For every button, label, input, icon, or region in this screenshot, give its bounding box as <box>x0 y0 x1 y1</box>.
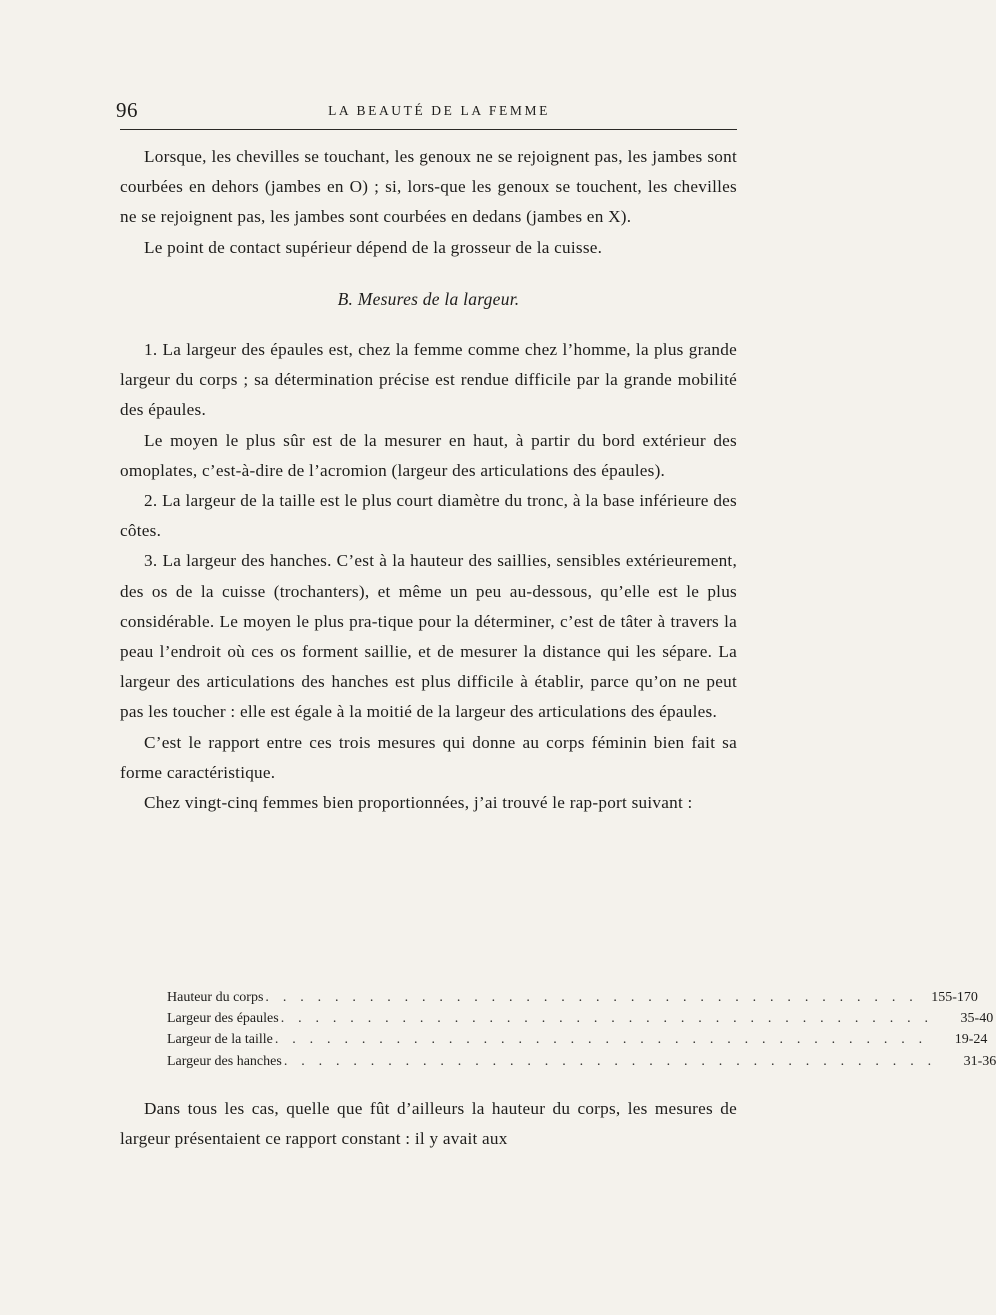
body-text <box>120 142 737 818</box>
row-label: Largeur de la taille <box>167 1032 273 1048</box>
paragraph-knees: Lorsque, les chevilles se touchant, les genoux ne se rejoignent pas, les jambes sont courbées en dehors (jambes en O) ; si, lors-que les genoux se touchent, les chevilles ne se rejoignent pas, les jambes sont courbées en dedans (jambes en X). <box>120 147 737 227</box>
paragraph-findings: Chez vingt-cinq femmes bien proportionnées, j’ai trouvé le rap-port suivant : <box>144 793 693 813</box>
paragraph-hips: 3. La largeur des hanches. C’est à la hauteur des saillies, sensibles extérieurement, des os de la cuisse (trochanters), et même un peu au-dessous, qu’elle est le plus considérable. Le moyen le plus pra-tique pour la déterminer, c’est de tâter à travers la peau l’endroit où ces os forment saillie, et de mesurer la distance qui les sépare. La largeur des articulations des hanches est plus difficile à établir, parce qu’on ne peut pas les toucher : elle est égale à la moitié de la largeur des articulations des épaules. <box>120 551 737 722</box>
running-title: LA BEAUTÉ DE LA FEMME <box>328 103 550 118</box>
paragraph-shoulders: 1. La largeur des épaules est, chez la femme comme chez l’homme, la plus grande largeur du corps ; sa détermination précise est rendue difficile par la grande mobilité des épaules. <box>120 340 737 420</box>
dot-leader: . . . . . . . . . . . . . . . . . . . . . . . . . . . . . . . . . . . . . . <box>274 1032 928 1048</box>
dot-leader: . . . . . . . . . . . . . . . . . . . . . . . . . . . . . . . . . . . . . . <box>283 1053 937 1069</box>
page-header <box>116 98 740 122</box>
row-value: 31-36 <box>963 1053 996 1069</box>
row-label: Hauteur du corps <box>167 990 264 1005</box>
paragraph-closing: Dans tous les cas, quelle que fût d’ailleurs la hauteur du corps, les mesures de largeur présentaient ce rapport constant : il y avait aux <box>120 1099 737 1149</box>
dot-leader: . . . . . . . . . . . . . . . . . . . . . . . . . . . . . . . . . . . . . . <box>280 1011 934 1027</box>
paragraph-acromion: Le moyen le plus sûr est de la mesurer en haut, à partir du bord extérieur des omoplates, c’est-à-dire de l’acromion (largeur des articulations des épaules). <box>120 430 737 480</box>
table-row <box>167 1008 994 1029</box>
page-number: 96 <box>116 98 138 122</box>
row-value: 35-40 <box>960 1011 994 1027</box>
row-label: Largeur des épaules <box>167 1011 279 1027</box>
row-value: 19-24 <box>954 1032 988 1048</box>
dot-leader: . . . . . . . . . . . . . . . . . . . . . . . . . . . . . . . . . . . . . . <box>265 990 918 1005</box>
row-value: 155-170 <box>931 990 978 1005</box>
paragraph-ratio: C’est le rapport entre ces trois mesures qui donne au corps féminin bien fait sa forme caractéristique. <box>120 732 737 782</box>
table-row <box>167 1029 988 1050</box>
paragraph-contact-point: Le point de contact supérieur dépend de la grosseur de la cuisse. <box>144 237 603 257</box>
header-rule <box>120 129 737 130</box>
table-row <box>167 1051 996 1072</box>
closing-text <box>120 1094 737 1154</box>
row-label: Largeur des hanches <box>167 1053 282 1069</box>
paragraph-waist: 2. La largeur de la taille est le plus court diamètre du tronc, à la base inférieure des côtes. <box>120 491 737 541</box>
section-heading: B. Mesures de la largeur. <box>337 288 520 309</box>
table-row <box>167 987 978 1008</box>
measurements-table <box>167 987 996 1072</box>
